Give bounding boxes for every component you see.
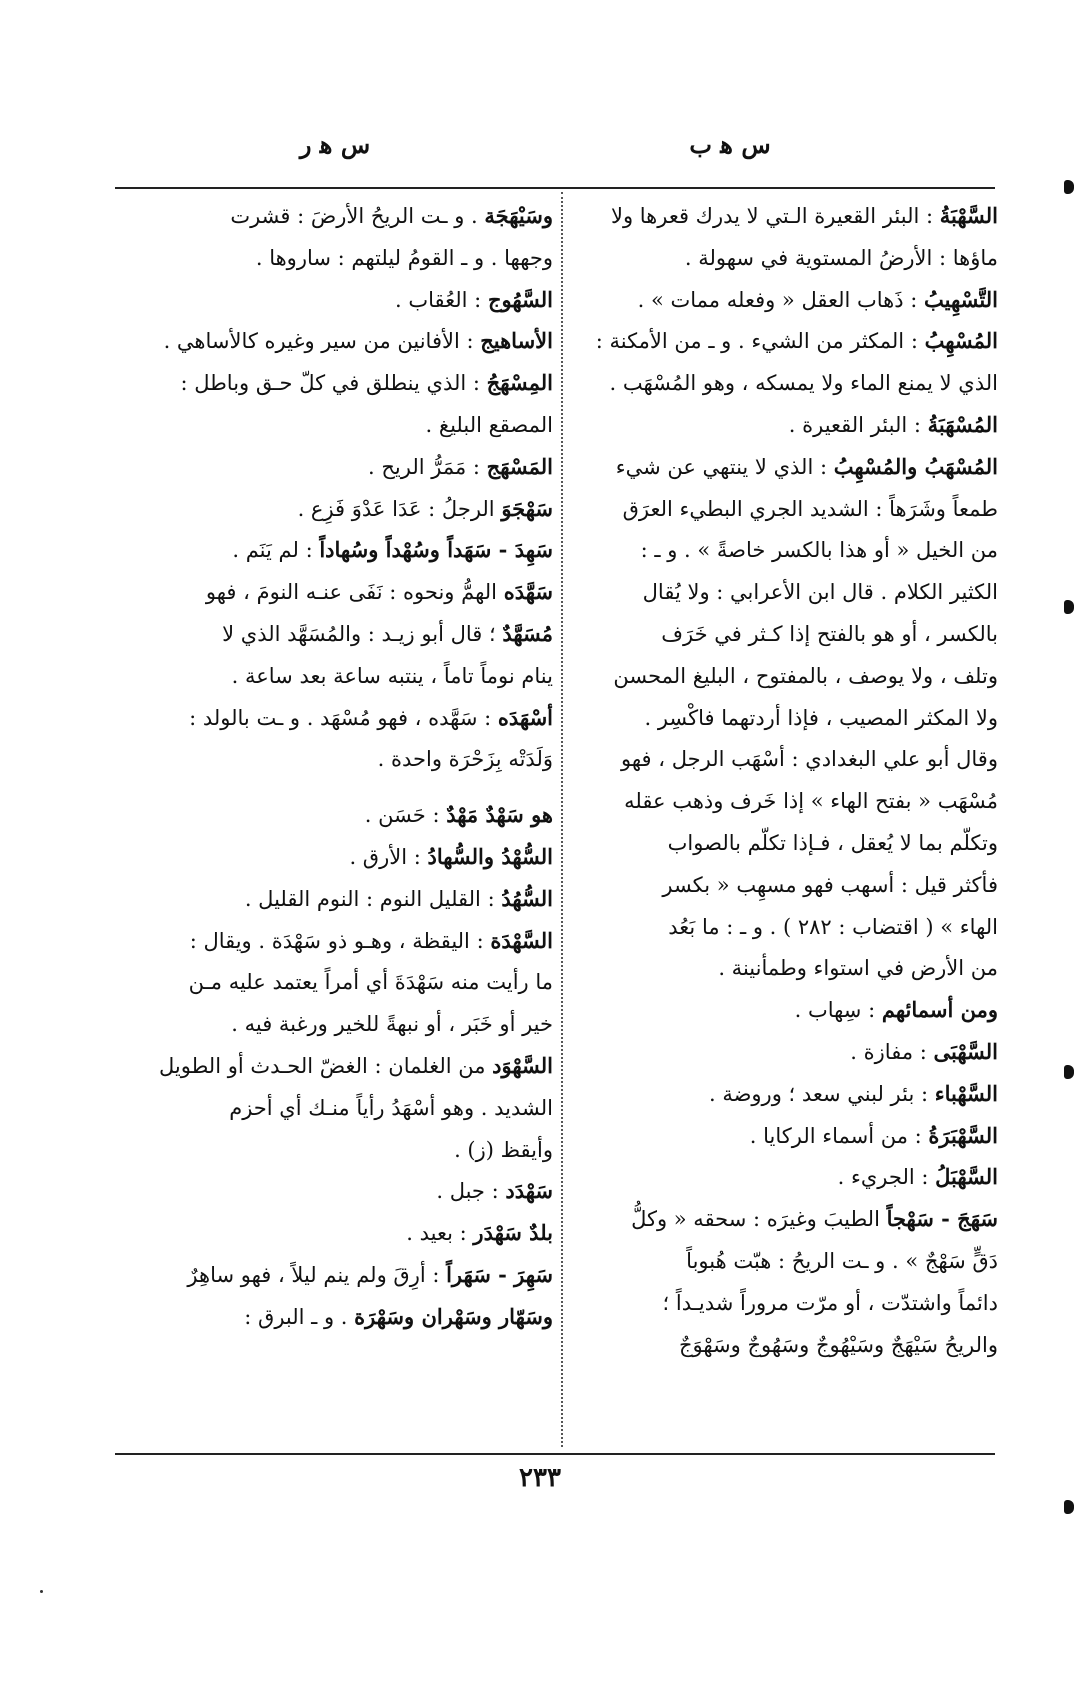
definition-text: الذي لا يمنع الماء ولا يمسكه ، وهو المُسْهَب . xyxy=(609,371,998,396)
definition-text: الهاء » ( اقتضاب : ٢٨٢ ) . و ـ : ما بَعُد xyxy=(668,914,998,939)
definition-text: ؛ قال أبو زيـد : والمُسَهَّد الذي لا xyxy=(222,621,503,646)
right-column-line xyxy=(568,529,998,571)
right-column-line xyxy=(568,613,998,655)
right-column-line xyxy=(568,446,998,488)
left-column-line xyxy=(115,1087,553,1129)
headword: ومن أسمائهم xyxy=(881,997,998,1023)
definition-text: من الخيل « أو هذا بالكسر خاصةً » . و ـ : xyxy=(640,538,998,563)
definition-text: : مفازة . xyxy=(850,1039,934,1064)
definition-text: : أرِقَ ولم ينم ليلاً ، فهو ساهِرٌ xyxy=(187,1262,447,1287)
left-column-line xyxy=(115,1045,553,1087)
left-column-line xyxy=(115,738,553,780)
right-column-line xyxy=(568,1240,998,1282)
definition-text: : حَسَن . xyxy=(364,803,447,828)
left-column-line xyxy=(115,878,553,920)
headword: سَهْجَوَ xyxy=(501,495,553,521)
definition-text: : الأرق . xyxy=(349,844,428,869)
headword: السَّهُوج xyxy=(487,286,553,312)
left-column-line xyxy=(115,488,553,530)
right-column-line xyxy=(568,362,998,404)
headword: المُسْهَبَةُ xyxy=(927,411,998,437)
definition-text: : الذي ينطلق في كلّ حـق وباطل : xyxy=(180,371,487,396)
left-column-line xyxy=(115,655,553,697)
page-number: ٢٣٣ xyxy=(519,1463,561,1493)
left-column-line xyxy=(115,697,553,739)
left-column xyxy=(115,195,553,1338)
definition-text: : ذَهاب العقل « وفعله ممات » . xyxy=(637,287,925,312)
left-column-line xyxy=(115,362,553,404)
headword: سَهْدَد xyxy=(505,1178,553,1204)
definition-text: . و ـ البرق : xyxy=(244,1304,355,1329)
left-column-line xyxy=(115,446,553,488)
headword: المُسْهَبُ والمُسْهِبُ xyxy=(833,453,998,479)
right-column-line xyxy=(568,1198,998,1240)
definition-text: ما رأيت منه سَهْدَةَ أي أمراً يعتمد عليه مـن xyxy=(188,970,553,995)
right-column-line xyxy=(568,571,998,613)
definition-text: المصقع البليغ . xyxy=(425,412,553,437)
left-column-line xyxy=(115,1254,553,1296)
left-column-line xyxy=(115,1129,553,1171)
left-column-line xyxy=(115,237,553,279)
headword: السَّهْوَد xyxy=(492,1052,553,1078)
headword: وسَهّار وسَهْران وسَهْرَة xyxy=(354,1303,553,1329)
right-column-line xyxy=(568,195,998,237)
headword: سَهِدَ - سَهَداً وسُهْداً وسُهاداً xyxy=(319,537,553,563)
headword: السُّهُدُ xyxy=(501,885,553,911)
left-column-line xyxy=(115,404,553,446)
margin-mark xyxy=(1064,180,1074,194)
right-column-line xyxy=(568,864,998,906)
right-column-line xyxy=(568,655,998,697)
column-divider xyxy=(561,192,563,1447)
definition-text: : مَمَرُّ الريح . xyxy=(368,454,487,479)
definition-text: . و ـت الريحُ الأرضَ : قشرت xyxy=(230,204,485,228)
headword: المَسْهَج xyxy=(486,453,553,479)
left-column-line xyxy=(115,780,553,794)
definition-text: من الأرض في استواء وطمأنينة . xyxy=(718,956,998,981)
margin-mark xyxy=(1064,1500,1074,1514)
right-column-line xyxy=(568,279,998,321)
definition-text: : بعيد . xyxy=(406,1221,474,1246)
definition-text: مُسْهَب « بفتح الهاء » إذا خَرف وذهب عقله xyxy=(624,789,998,814)
left-column-line xyxy=(115,529,553,571)
definition-text: وَلَدَتْه بِزَحْرَة واحدة . xyxy=(377,747,553,772)
headword: المِسْهَجُ xyxy=(486,370,553,396)
definition-text: : لم يَنَم . xyxy=(232,538,320,563)
headword: التَّسْهِيبُ xyxy=(924,286,998,312)
headword: أسْهَدَه xyxy=(497,704,553,730)
headword: هو سَهْدٌ مَهْدٌ xyxy=(446,802,553,828)
left-column-header: س ﻫ ر xyxy=(299,130,371,159)
margin-mark xyxy=(1064,600,1074,614)
top-rule xyxy=(115,187,995,189)
definition-text: خير أو خَبَر ، أو نبهةً للخير ورغبة فيه . xyxy=(231,1012,553,1037)
definition-text: وجهها . و ـ القومُ ليلتهم : ساروها . xyxy=(255,245,553,270)
left-column-line xyxy=(115,613,553,655)
right-column xyxy=(568,195,998,1365)
definition-text: : العُقاب . xyxy=(395,287,488,312)
definition-text: وأيقظ (ز) . xyxy=(454,1137,553,1162)
right-column-line xyxy=(568,1324,998,1366)
headword: السَّهْبَى xyxy=(933,1038,998,1064)
right-column-line xyxy=(568,989,998,1031)
definition-text: : اليقظة ، وهـو ذو سَهْدَة . ويقال : xyxy=(189,928,491,953)
definition-text: والريحُ سَيْهَجٌ وسَيْهُوجٌ وسَهُوجٌ وسَهْوَجٌ xyxy=(678,1332,998,1357)
left-column-line xyxy=(115,1170,553,1212)
headword: السَّهْباء xyxy=(934,1080,998,1106)
left-column-line xyxy=(115,920,553,962)
left-column-line xyxy=(115,1296,553,1338)
definition-text: ماؤها : الأرضُ المستوية في سهولة . xyxy=(684,245,998,270)
definition-text: ينام نوماً تاماً ، ينتبه ساعة بعد ساعة . xyxy=(231,663,553,688)
left-column-line xyxy=(115,571,553,613)
headword: السَّهْدَة xyxy=(490,927,553,953)
definition-text: دَقٍّ سَهْجٌ » . و ـت الريحُ : هبّت هُبوباً xyxy=(686,1248,998,1273)
margin-mark xyxy=(1064,1065,1074,1079)
headword: سَهِرَ - سَهَراً xyxy=(446,1261,553,1287)
right-column-line xyxy=(568,404,998,446)
definition-text: الطيبَ وغيرَه : سحقه « وكلُّ xyxy=(631,1207,887,1232)
definition-text: طمعاً وشَرَهاً : الشديد الجري البطيء العرَق xyxy=(622,496,998,521)
definition-text: : الجريء . xyxy=(837,1165,936,1190)
headword: سَهَجَ - سَهْجاً xyxy=(886,1206,998,1232)
definition-text: وتكلّم بما لا يُعقل ، فـإذا تكلّم بالصواب xyxy=(667,830,998,855)
right-column-line xyxy=(568,237,998,279)
headword: وسَيْهَجَة xyxy=(484,203,553,228)
definition-text: : من أسماء الركايا . xyxy=(749,1123,929,1148)
left-column-line xyxy=(115,195,553,237)
definition-text: : البئر القعيرة . xyxy=(788,412,928,437)
scan-speck xyxy=(40,1590,43,1593)
definition-text: : الذي لا ينتهي عن شيء xyxy=(615,454,834,479)
headword: مُسَهَّدٌ xyxy=(502,620,553,646)
left-column-line xyxy=(115,961,553,1003)
headword: السَّهْبَلُ xyxy=(935,1164,998,1190)
definition-text: الكثير الكلام . قال ابن الأعرابي : ولا يُقال xyxy=(642,580,998,605)
definition-text: ولا المكثر المصيب ، فإذا أردتهما فاكْسِر . xyxy=(644,705,998,730)
right-column-line xyxy=(568,320,998,362)
left-column-line xyxy=(115,279,553,321)
right-column-line xyxy=(568,822,998,864)
left-column-line xyxy=(115,1212,553,1254)
definition-text: : القليل النوم : النوم القليل . xyxy=(244,886,502,911)
right-column-line xyxy=(568,780,998,822)
right-column-header: س ﻫ ب xyxy=(689,130,771,159)
definition-text: : جبل . xyxy=(436,1179,506,1204)
headword: المُسْهِبُ xyxy=(924,328,998,354)
left-column-line xyxy=(115,794,553,836)
right-column-line xyxy=(568,1115,998,1157)
headword: السَّهْبَةُ xyxy=(939,203,998,228)
right-column-line xyxy=(568,906,998,948)
definition-text: : المكثر من الشيء . و ـ من الأمكنة : xyxy=(595,329,925,354)
definition-text: من الغلمان : الغضّ الحـدث أو الطويل xyxy=(158,1053,493,1078)
definition-text: بالكسر ، أو هو بالفتح إذا كـثر في خَرَف xyxy=(661,621,998,646)
definition-text: : سَهَّده ، فهو مُسْهَد . و ـت بالولد : xyxy=(189,705,498,730)
right-column-line xyxy=(568,947,998,989)
definition-text: : الأفانين من سير وغيره كالأساهي . xyxy=(163,329,481,354)
definition-text: وقال أبو علي البغدادي : أسْهَب الرجل ، فهو xyxy=(621,747,998,772)
left-column-line xyxy=(115,320,553,362)
right-column-line xyxy=(568,738,998,780)
headword: السُّهْدُ والسُّهادُ xyxy=(427,843,553,869)
right-column-line xyxy=(568,1073,998,1115)
definition-text: وتلف ، ولا يوصف ، بالمفتوح ، البليغ المحسن xyxy=(613,663,998,688)
definition-text: دائماً واشتدّت ، أو مرّت مروراً شديـداً ؛ xyxy=(662,1290,998,1315)
right-column-line xyxy=(568,1156,998,1198)
headword: سَهَّدَه xyxy=(503,579,553,605)
right-column-line xyxy=(568,697,998,739)
definition-text: : سِهاب . xyxy=(794,998,882,1023)
left-column-line xyxy=(115,836,553,878)
definition-text: فأكثر قيل : أسهب فهو مسهِب « بكسر xyxy=(662,872,998,897)
definition-text: : بئر لبني سعد ؛ وروضة . xyxy=(708,1081,935,1106)
definition-text: : البئر القعيرة الـتي لا يدرك قعرها ولا xyxy=(610,204,940,228)
definition-text: الشديد . وهو أسْهَدُ رأياً منـك أي أحزم xyxy=(229,1095,553,1120)
definition-text: الهمُّ ونحوه : نَفَى عنـه النومَ ، فهو xyxy=(205,580,504,605)
headword: بلدٌ سَهْدَر xyxy=(473,1220,553,1246)
left-column-line xyxy=(115,1003,553,1045)
headword: الأساهيج xyxy=(480,328,553,354)
bottom-rule xyxy=(115,1453,995,1455)
right-column-line xyxy=(568,488,998,530)
headword: السَّهْبَرَةُ xyxy=(928,1122,998,1148)
right-column-line xyxy=(568,1282,998,1324)
right-column-line xyxy=(568,1031,998,1073)
definition-text: الرجلُ : عَدَا عَدْوَ فَزِع . xyxy=(297,496,502,521)
